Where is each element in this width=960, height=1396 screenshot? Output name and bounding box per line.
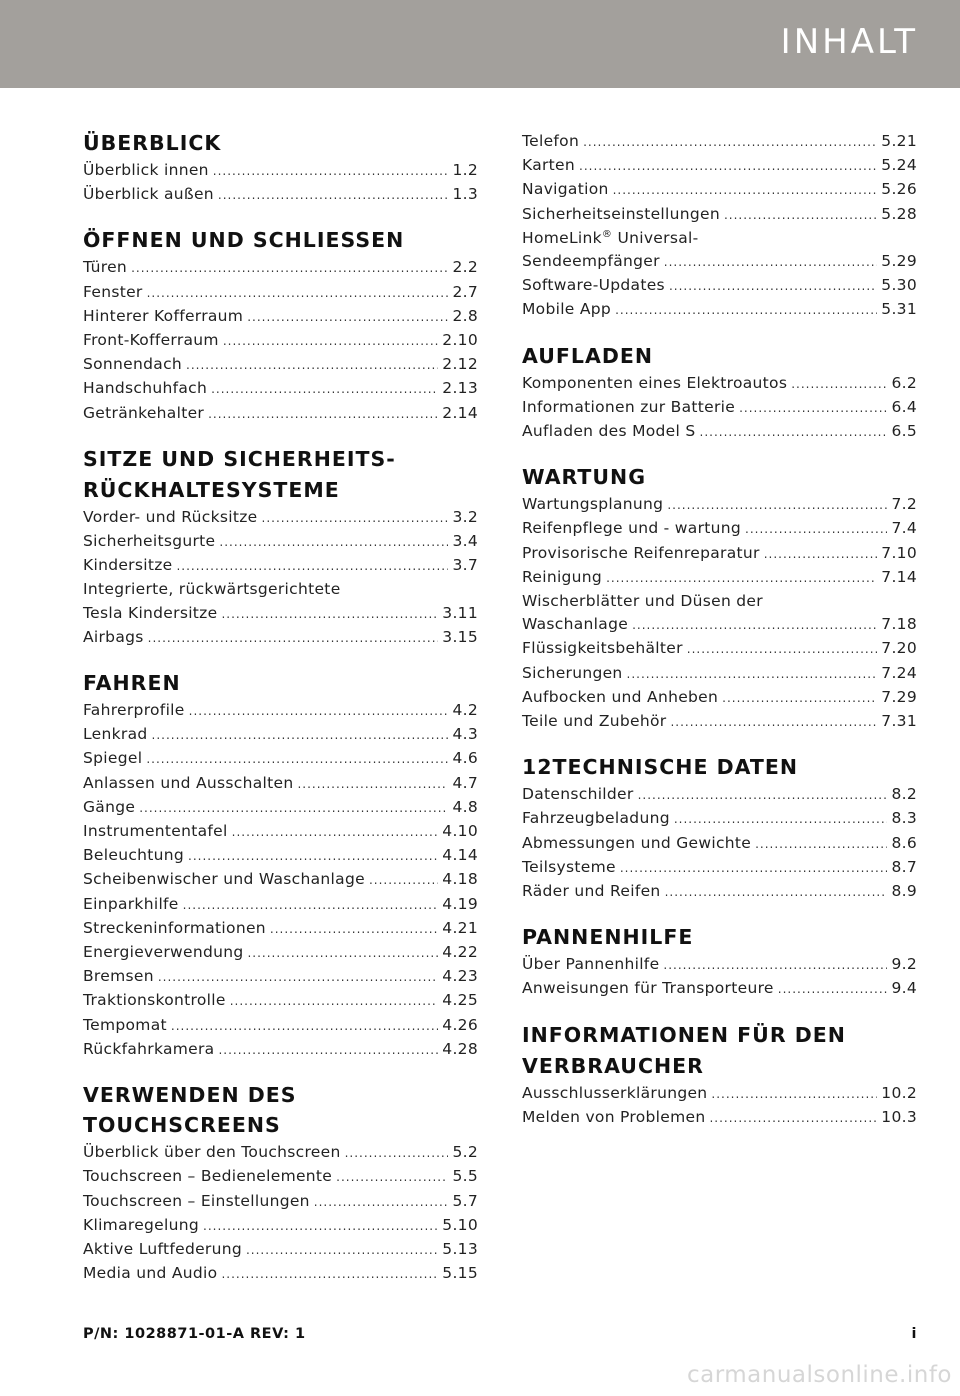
toc-entry[interactable]	[522, 250, 917, 274]
toc-entry[interactable]	[522, 420, 917, 444]
toc-section	[83, 225, 478, 425]
toc-entry-page: 7.18	[881, 615, 917, 634]
toc-entry[interactable]	[83, 941, 478, 965]
dot-leader	[606, 567, 877, 590]
toc-entry-title: Sendeempfänger	[522, 252, 660, 271]
dot-leader	[745, 518, 887, 541]
toc-entry-page: 4.21	[442, 918, 478, 937]
toc-entry-page: 6.4	[891, 397, 917, 416]
toc-entry-title: Anlassen und Ausschalten	[83, 773, 294, 792]
toc-entry-title: Vorder- und Rücksitze	[83, 507, 258, 526]
dot-leader	[223, 330, 438, 353]
toc-entry-page: 5.31	[881, 300, 917, 319]
toc-entry[interactable]	[83, 699, 478, 723]
toc-entry-page: 2.8	[452, 306, 478, 325]
toc-entry[interactable]	[522, 298, 917, 322]
toc-entry-title: Fahrerprofile	[83, 701, 185, 720]
toc-entry-title: Sicherheitseinstellungen	[522, 204, 720, 223]
toc-entry-title: Front-Kofferraum	[83, 331, 219, 350]
dot-leader	[208, 403, 438, 426]
toc-entry[interactable]	[83, 723, 478, 747]
section-heading: 12TECHNISCHE DATEN	[522, 755, 799, 780]
toc-entry[interactable]	[522, 1106, 917, 1130]
toc-entry-page: 2.7	[452, 282, 478, 301]
toc-entry-title: Beleuchtung	[83, 846, 185, 865]
toc-entry-page: 5.15	[442, 1264, 478, 1283]
dot-leader	[663, 954, 887, 977]
toc-entry-title: Abmessungen und Gewichte	[522, 833, 752, 852]
toc-entry-title: Überblick außen	[83, 185, 214, 204]
toc-entry-page: 4.23	[442, 967, 478, 986]
toc-entry-title: Rückfahrkamera	[83, 1039, 215, 1058]
toc-entry-page: 2.12	[442, 355, 478, 374]
toc-entry-title: Sicherheitsgurte	[83, 532, 216, 551]
toc-entry-page: 4.8	[452, 797, 478, 816]
toc-left-column	[83, 128, 478, 1304]
toc-entry-title: Tesla Kindersitze	[83, 603, 218, 622]
dot-leader	[232, 821, 439, 844]
toc-section	[522, 130, 917, 323]
dot-leader	[146, 748, 448, 771]
toc-entry-title: Getränkehalter	[83, 403, 205, 422]
dot-leader	[246, 1239, 438, 1262]
dot-leader	[583, 131, 877, 154]
toc-entry-title: Informationen zur Batterie	[522, 397, 736, 416]
toc-entry-title: Tempomat	[83, 1015, 167, 1034]
dot-leader	[579, 155, 877, 178]
toc-entry-title: Reifenpflege und - wartung	[522, 519, 742, 538]
toc-entry-title-part: HomeLink	[522, 228, 602, 247]
dot-leader	[620, 857, 888, 880]
toc-entry-title: Aktive Luftfederung	[83, 1239, 242, 1258]
toc-entry-title-line1[interactable]	[83, 578, 478, 601]
dot-leader	[664, 251, 878, 274]
toc-entry-page: 3.4	[452, 532, 478, 551]
toc-entry-title: Lenkrad	[83, 725, 148, 744]
toc-entry-page: 2.10	[442, 331, 478, 350]
part-number: P/N: 1028871-01-A REV: 1	[83, 1326, 306, 1342]
toc-entry-title: Mobile App	[522, 300, 612, 319]
toc-entry-title-line1[interactable]	[522, 227, 917, 250]
toc-entry-title: Melden von Problemen	[522, 1107, 706, 1126]
dot-leader	[189, 700, 449, 723]
toc-entry-page: 4.25	[442, 991, 478, 1010]
toc-entry[interactable]	[83, 844, 478, 868]
toc-entry-title-part: Wischerblätter und Düsen der	[522, 592, 763, 611]
section-heading: ÜBERBLICK	[83, 131, 222, 155]
dot-leader	[186, 354, 438, 377]
toc-entry-page: 5.28	[881, 204, 917, 223]
toc-entry[interactable]	[83, 554, 478, 578]
section-heading: FAHREN	[83, 671, 181, 696]
toc-entry-page: 10.2	[881, 1083, 917, 1102]
toc-entry[interactable]	[83, 281, 478, 305]
toc-section	[83, 668, 478, 1062]
toc-entry-title: Media und Audio	[83, 1264, 218, 1283]
dot-leader	[632, 614, 877, 637]
toc-section	[522, 1020, 917, 1130]
dot-leader	[700, 421, 888, 444]
toc-entry-page: 9.4	[891, 979, 917, 998]
toc-entry[interactable]	[522, 807, 917, 831]
dot-leader	[247, 306, 448, 329]
toc-entry-page: 8.2	[891, 785, 917, 804]
toc-entry[interactable]	[83, 1238, 478, 1262]
toc-section	[83, 444, 478, 650]
dot-leader	[613, 179, 878, 202]
toc-entry[interactable]	[83, 159, 478, 183]
toc-entry-page: 1.2	[452, 161, 478, 179]
toc-entry-page: 5.5	[452, 1167, 478, 1186]
toc-entry[interactable]	[522, 613, 917, 637]
toc-entry-title: Über Pannenhilfe	[522, 955, 660, 974]
toc-entry-page: 7.20	[881, 639, 917, 658]
dot-leader	[627, 663, 878, 686]
section-heading: SITZE UND SICHERHEITS-	[83, 446, 396, 471]
toc-entry-page: 7.2	[891, 495, 917, 514]
toc-entry-page: 2.2	[452, 258, 478, 277]
dot-leader	[148, 627, 439, 650]
toc-entry-title: Komponenten eines Elektroautos	[522, 373, 788, 392]
section-heading-line2: VERBRAUCHER	[522, 1053, 704, 1078]
dot-leader	[791, 373, 887, 396]
toc-entry-page: 4.7	[452, 773, 478, 792]
toc-entry-title: Waschanlage	[522, 615, 629, 634]
dot-leader	[724, 204, 877, 227]
toc-entry[interactable]	[83, 1141, 478, 1165]
toc-entry-title: Teilsysteme	[522, 857, 616, 876]
toc-entry-title: Ausschlusserklärungen	[522, 1083, 708, 1102]
dot-leader	[711, 1083, 877, 1106]
toc-entry[interactable]	[83, 602, 478, 626]
toc-entry-page: 5.13	[442, 1239, 478, 1258]
dot-leader	[188, 845, 438, 868]
toc-entry-page: 5.21	[881, 132, 917, 150]
dot-leader	[183, 894, 439, 917]
dot-leader	[147, 282, 449, 305]
toc-entry[interactable]	[522, 493, 917, 517]
toc-entry[interactable]	[83, 1190, 478, 1214]
dot-leader	[615, 299, 877, 322]
toc-entry-title: Touchscreen – Einstellungen	[83, 1191, 310, 1210]
toc-entry-page: 7.14	[881, 567, 917, 586]
page-title: INHALT	[780, 22, 918, 62]
toc-entry-title: Software-Updates	[522, 276, 665, 295]
toc-entry-title: Scheibenwischer und Waschanlage	[83, 870, 365, 889]
toc-entry-title: Bremsen	[83, 967, 154, 986]
toc-entry[interactable]	[83, 1038, 478, 1062]
toc-entry-title: Anweisungen für Transporteure	[522, 979, 774, 998]
toc-entry[interactable]	[522, 1082, 917, 1106]
toc-entry[interactable]	[83, 256, 478, 280]
toc-entry-page: 5.2	[452, 1143, 478, 1162]
toc-entry-page: 5.29	[881, 252, 917, 271]
toc-entry[interactable]	[83, 402, 478, 426]
toc-entry[interactable]	[522, 856, 917, 880]
dot-leader	[139, 797, 448, 820]
dot-leader	[297, 773, 448, 796]
toc-entry-page: 5.24	[881, 156, 917, 175]
toc-entry-title: Kindersitze	[83, 556, 173, 575]
dot-leader	[778, 978, 888, 1001]
dot-leader	[211, 378, 438, 401]
toc-entry-title: Fenster	[83, 282, 143, 301]
registered-mark: ®	[601, 228, 613, 240]
toc-entry[interactable]	[83, 183, 478, 207]
toc-entry[interactable]	[522, 880, 917, 904]
toc-entry-page: 7.24	[881, 663, 917, 682]
toc-section	[522, 462, 917, 734]
watermark-text: carmanualsonline.info	[686, 1362, 952, 1388]
toc-entry-title: Karten	[522, 156, 575, 175]
toc-entry-page: 7.10	[881, 543, 917, 562]
dot-leader	[158, 966, 438, 989]
dot-leader	[709, 1107, 877, 1130]
toc-entry[interactable]	[522, 542, 917, 566]
dot-leader	[152, 724, 449, 747]
toc-entry-page: 8.7	[891, 857, 917, 876]
dot-leader	[670, 711, 877, 734]
toc-entry[interactable]	[83, 820, 478, 844]
toc-entry[interactable]	[83, 626, 478, 650]
toc-entry[interactable]	[83, 868, 478, 892]
toc-entry-page: 3.7	[452, 556, 478, 575]
dot-leader	[638, 784, 888, 807]
toc-entry[interactable]	[522, 686, 917, 710]
toc-entry-title: Gänge	[83, 797, 136, 816]
toc-entry[interactable]	[83, 893, 478, 917]
toc-entry[interactable]	[83, 1262, 478, 1286]
toc-entry-title: Energieverwendung	[83, 943, 244, 962]
toc-entry-title: Touchscreen – Bedienelemente	[83, 1167, 333, 1186]
toc-entry-page: 4.14	[442, 846, 478, 865]
toc-entry-page: 4.18	[442, 870, 478, 889]
toc-entry-title: Fahrzeugbeladung	[522, 809, 670, 828]
dot-leader	[665, 881, 888, 904]
toc-entry-title: Provisorische Reifenreparatur	[522, 543, 760, 562]
toc-entry-page: 9.2	[891, 955, 917, 974]
toc-entry-title: Hinterer Kofferraum	[83, 306, 244, 325]
toc-entry[interactable]	[522, 274, 917, 298]
toc-entry[interactable]	[522, 662, 917, 686]
toc-entry-title: Überblick innen	[83, 161, 209, 179]
dot-leader	[221, 1263, 438, 1286]
toc-entry[interactable]	[522, 154, 917, 178]
toc-entry-title: Klimaregelung	[83, 1215, 200, 1234]
toc-entry-page: 4.2	[452, 701, 478, 720]
toc-entry-page: 5.10	[442, 1215, 478, 1234]
toc-section	[522, 752, 917, 904]
dot-leader	[213, 160, 449, 183]
toc-entry[interactable]	[522, 977, 917, 1001]
section-heading: ÖFFNEN UND SCHLIESSEN	[83, 228, 405, 253]
page-header	[0, 0, 960, 88]
dot-leader	[262, 507, 449, 530]
toc-entry-title: Sonnendach	[83, 355, 183, 374]
dot-leader	[674, 808, 888, 831]
toc-entry-page: 10.3	[881, 1107, 917, 1126]
toc-entry-title: Aufbocken und Anheben	[522, 687, 719, 706]
toc-entry[interactable]	[83, 329, 478, 353]
toc-entry-title: Instrumententafel	[83, 822, 228, 841]
toc-entry-page: 4.6	[452, 749, 478, 768]
toc-entry[interactable]	[83, 747, 478, 771]
toc-entry-title: Handschuhfach	[83, 379, 208, 398]
page-number: i	[911, 1326, 917, 1342]
toc-entry-title: Flüssigkeitsbehälter	[522, 639, 683, 658]
section-heading: AUFLADEN	[522, 343, 653, 368]
toc-entry-title-part: Universal-	[612, 228, 699, 247]
toc-entry-page: 7.29	[881, 687, 917, 706]
dot-leader	[203, 1215, 438, 1238]
toc-entry-title-part: Integrierte, rückwärtsgerichtete	[83, 580, 341, 599]
toc-entry[interactable]	[522, 783, 917, 807]
toc-entry-page: 5.7	[452, 1191, 478, 1210]
toc-entry-page: 4.10	[442, 822, 478, 841]
toc-entry[interactable]	[83, 1014, 478, 1038]
toc-entry[interactable]	[83, 965, 478, 989]
dot-leader	[687, 638, 878, 661]
toc-entry[interactable]	[522, 178, 917, 202]
toc-entry[interactable]	[522, 637, 917, 661]
toc-entry-title: Navigation	[522, 180, 609, 199]
toc-entry[interactable]	[83, 353, 478, 377]
toc-entry-page: 3.11	[442, 603, 478, 622]
dot-leader	[218, 1039, 438, 1062]
dot-leader	[669, 275, 877, 298]
dot-leader	[739, 397, 887, 420]
toc-entry-title: Türen	[83, 258, 128, 277]
toc-entry[interactable]	[83, 772, 478, 796]
toc-entry-page: 7.4	[891, 519, 917, 538]
toc-entry[interactable]	[83, 917, 478, 941]
toc-entry-title: Räder und Reifen	[522, 882, 661, 901]
toc-entry-title: Sicherungen	[522, 663, 623, 682]
dot-leader	[171, 1015, 438, 1038]
dot-leader	[218, 184, 449, 207]
dot-leader	[336, 1166, 448, 1189]
toc-entry[interactable]	[522, 710, 917, 734]
toc-entry-page: 1.3	[452, 185, 478, 204]
dot-leader	[176, 555, 448, 578]
toc-section	[522, 341, 917, 445]
toc-entry-page: 5.30	[881, 276, 917, 295]
toc-entry-page: 4.22	[442, 943, 478, 962]
toc-entry-title: Wartungsplanung	[522, 495, 664, 514]
toc-entry[interactable]	[83, 1165, 478, 1189]
toc-entry[interactable]	[83, 305, 478, 329]
toc-entry[interactable]	[83, 796, 478, 820]
toc-entry-page: 6.2	[891, 373, 917, 392]
dot-leader	[219, 531, 448, 554]
toc-entry[interactable]	[522, 372, 917, 396]
toc-entry-title: Überblick über den Touchscreen	[83, 1143, 341, 1162]
toc-entry-title: Einparkhilfe	[83, 894, 179, 913]
toc-entry[interactable]	[83, 506, 478, 530]
toc-entry-page: 4.26	[442, 1015, 478, 1034]
dot-leader	[131, 257, 448, 280]
toc-entry[interactable]	[83, 530, 478, 554]
toc-entry-page: 8.3	[891, 809, 917, 828]
section-heading: VERWENDEN DES TOUCHSCREENS	[83, 1083, 297, 1138]
toc-right-column	[522, 130, 917, 1148]
toc-entry[interactable]	[83, 989, 478, 1013]
dot-leader	[230, 990, 439, 1013]
toc-entry-title-line1[interactable]	[522, 590, 917, 613]
toc-section	[83, 128, 478, 207]
section-heading: WARTUNG	[522, 465, 647, 490]
dot-leader	[314, 1191, 449, 1214]
toc-entry[interactable]	[83, 377, 478, 401]
toc-entry[interactable]	[522, 832, 917, 856]
toc-section	[83, 1080, 478, 1286]
toc-entry-page: 2.14	[442, 403, 478, 422]
toc-entry[interactable]	[522, 203, 917, 227]
dot-leader	[722, 687, 877, 710]
toc-entry-page: 3.2	[452, 507, 478, 526]
dot-leader	[270, 918, 438, 941]
toc-entry-page: 7.31	[881, 712, 917, 731]
toc-entry-title: Datenschilder	[522, 785, 634, 804]
toc-entry-page: 4.3	[452, 725, 478, 744]
toc-entry-title: Telefon	[522, 132, 580, 150]
toc-entry-page: 5.26	[881, 180, 917, 199]
toc-entry[interactable]	[522, 396, 917, 420]
toc-entry-title: Airbags	[83, 627, 144, 646]
toc-entry-page: 2.13	[442, 379, 478, 398]
toc-entry-title: Streckeninformationen	[83, 918, 266, 937]
dot-leader	[755, 833, 887, 856]
toc-entry-title: Traktionskontrolle	[83, 991, 226, 1010]
dot-leader	[345, 1142, 449, 1165]
toc-entry-title: Spiegel	[83, 749, 143, 768]
section-heading: PANNENHILFE	[522, 925, 694, 950]
dot-leader	[667, 494, 887, 517]
dot-leader	[247, 942, 438, 965]
toc-entry-page: 8.6	[891, 833, 917, 852]
dot-leader	[221, 603, 438, 626]
toc-entry[interactable]	[522, 566, 917, 590]
toc-entry[interactable]	[83, 1214, 478, 1238]
toc-entry-title: Aufladen des Model S	[522, 422, 696, 441]
toc-entry-page: 8.9	[891, 882, 917, 901]
toc-entry-title: Teile und Zubehör	[522, 712, 667, 731]
toc-entry-title: Reinigung	[522, 567, 603, 586]
toc-section	[522, 922, 917, 1001]
dot-leader	[369, 869, 438, 892]
toc-entry-page: 6.5	[891, 422, 917, 441]
toc-entry[interactable]	[522, 517, 917, 541]
toc-entry-page: 4.19	[442, 894, 478, 913]
dot-leader	[764, 543, 878, 566]
toc-entry[interactable]	[522, 130, 917, 154]
toc-entry[interactable]	[522, 953, 917, 977]
section-heading-line2: RÜCKHALTESYSTEME	[83, 477, 340, 502]
toc-entry-page: 3.15	[442, 627, 478, 646]
section-heading: INFORMATIONEN FÜR DEN	[522, 1022, 846, 1047]
toc-entry-page: 4.28	[442, 1039, 478, 1058]
